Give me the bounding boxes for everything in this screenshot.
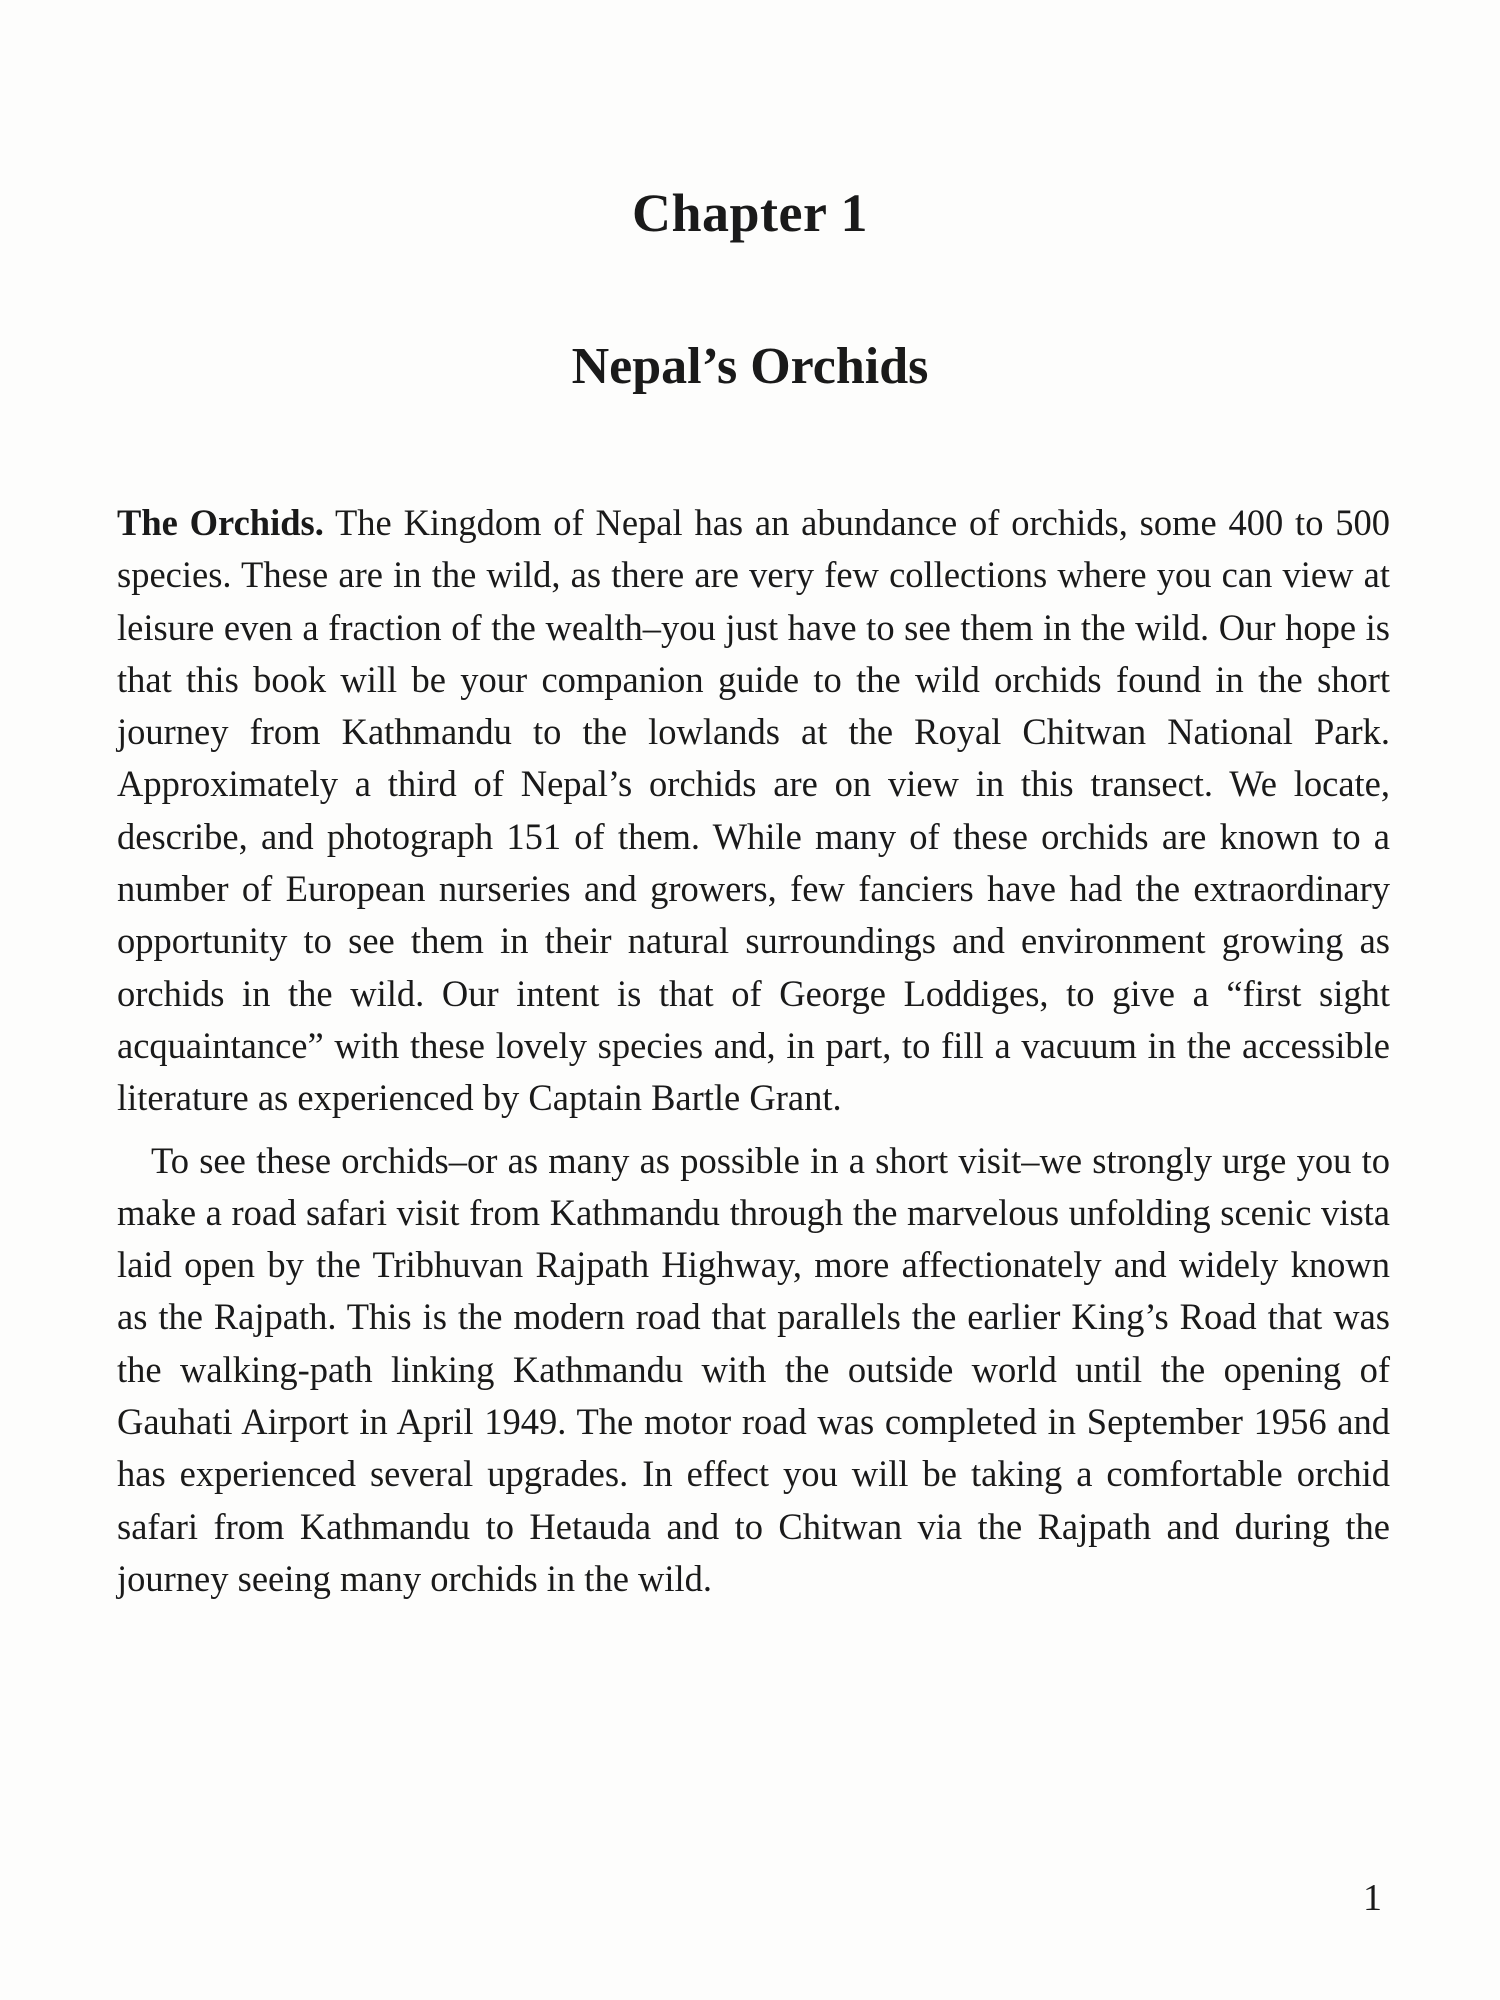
chapter-title: Nepal’s Orchids: [571, 338, 929, 395]
paragraph-1-text: The Kingdom of Nepal has an abundance of orchids, some 400 to 500 species. These are in the wild, as there are very few collections where you can view at leisure even a fraction of the wealth–you just have to see them in the wild. Our hope is that this book will be your companion guide to the wild orchids found in the short journey from Kathmandu to the lowlands at the Royal Chitwan National Park. Approximately a third of Nepal’s orchids are on view in this transect. We locate, describe, and photograph 151 of them. While many of these orchids are known to a number of European nurseries and growers, few fanciers have had the extraordinary opportunity to see them in their natural surroundings and environment growing as orchids in the wild. Our intent is that of George Loddiges, to give a “first sight acquaintance” with these lovely species and, in part, to fill a vacuum in the accessible literature as experienced by Captain Bartle Grant.: [117, 502, 1390, 1119]
chapter-body: [117, 497, 1390, 1605]
chapter-number: Chapter 1: [631, 183, 868, 243]
page-number: 1: [1363, 1877, 1382, 1919]
run-in-heading: The Orchids.: [117, 502, 324, 543]
paragraph-1: [117, 497, 1390, 1125]
paragraph-2: To see these orchids–or as many as possible in a short visit–we strongly urge you to make a road safari visit from Kathmandu through the marvelous unfolding scenic vista laid open by the Tribhuvan Rajpath Highway, more affectionately and widely known as the Rajpath. This is the modern road that parallels the earlier King’s Road that was the walking-path linking Kathmandu with the outside world until the opening of Gauhati Airport in April 1949. The motor road was completed in September 1956 and has experienced several upgrades. In effect you will be taking a comfortable orchid safari from Kathmandu to Hetauda and to Chitwan via the Rajpath and during the journey seeing many orchids in the wild.: [117, 1139, 1390, 1599]
